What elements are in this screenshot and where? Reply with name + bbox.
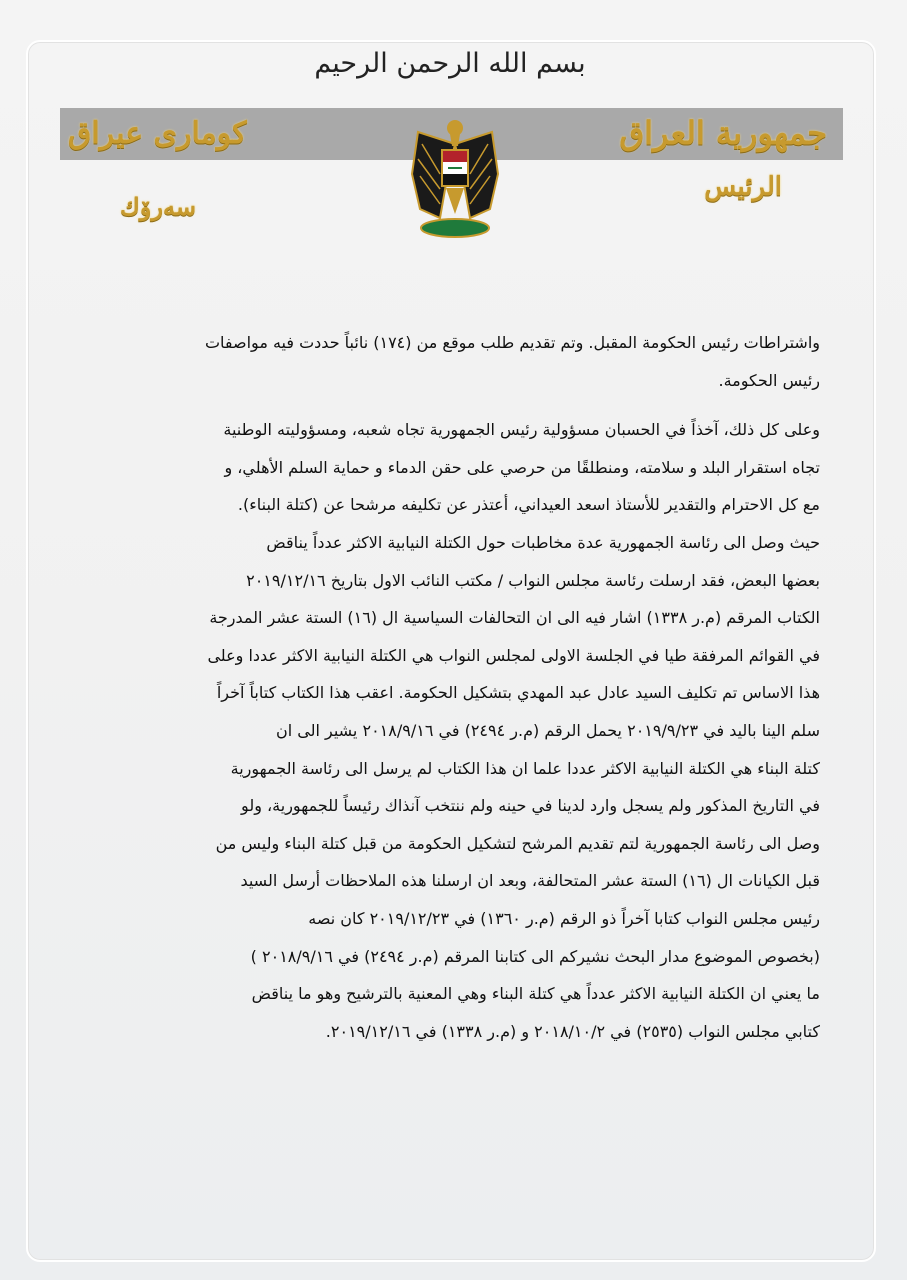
text-line: الكتاب المرقم (م.ر ١٣٣٨) اشار فيه الى ان التحالفات السياسية ال (١٦) الستة عشر المدرجة — [209, 608, 820, 628]
letter-body — [98, 324, 820, 1050]
text-line: واشتراطات رئيس الحكومة المقبل. وتم تقديم طلب موقع من (١٧٤) نائباً حددت فيه مواصفات — [204, 333, 820, 352]
text-line: مع كل الاحترام والتقدير للأستاذ اسعد العيداني، أعتذر عن تكليفه مرشحا عن (كتلة البناء). — [237, 495, 820, 515]
paragraph-1 — [98, 324, 820, 399]
text-line: حيث وصل الى رئاسة الجمهورية عدة مخاطبات حول الكتلة النيابية الاكثر عدداً يناقض — [266, 532, 820, 552]
text-line: بعضها البعض، فقد ارسلت رئاسة مجلس النواب / مكتب النائب الاول بتاريخ ٢٠١٩/١٢/١٦ — [246, 570, 820, 590]
text-line: تجاه استقرار البلد و سلامته، ومنطلقًا من حرصي على حقن الدماء و حماية السلم الأهلي، و — [224, 457, 820, 477]
text-line: سلم الينا باليد في ٢٠١٩/٩/٢٣ يحمل الرقم (م.ر ٢٤٩٤) في ٢٠١٨/٩/١٦ يشير الى ان — [275, 720, 820, 740]
text-line: (بخصوص الموضوع مدار البحث نشيركم الى كتابنا المرقم (م.ر ٢٤٩٤) في ٢٠١٨/٩/١٦ ) — [250, 946, 820, 966]
text-line: هذا الاساس تم تكليف السيد عادل عبد المهدي بتشكيل الحكومة. اعقب هذا الكتاب كتاباً آخراً — [216, 683, 820, 703]
text-line: وصل الى رئاسة الجمهورية لتم تقديم المرشح لتشكيل الحكومة من قبل كتلة البناء وليس من — [215, 833, 820, 853]
text-line: قبل الكيانات ال (١٦) الستة عشر المتحالفة، وبعد ان ارسلنا هذه الملاحظات أرسل السيد — [240, 871, 820, 891]
text-line: في التاريخ المذكور ولم يسجل وارد لدينا في حينه ولم ننتخب آنذاك رئيساً للجمهورية، ولو — [241, 796, 820, 816]
letterhead-office-arabic: الرئيس — [704, 172, 782, 202]
letterhead-title-kurdish: كوماری عیراق — [68, 116, 247, 151]
text-line: وعلى كل ذلك، آخذاً في الحسبان مسؤولية رئيس الجمهورية تجاه شعبه، ومسؤوليته الوطنية — [223, 420, 820, 440]
letterhead-office-kurdish: سەرۆك — [120, 192, 196, 221]
text-line: كتابي مجلس النواب (٢٥٣٥) في ٢٠١٨/١٠/٢ و (م.ر ١٣٣٨) في ٢٠١٩/١٢/١٦. — [325, 1021, 820, 1041]
letterhead-title-arabic: جمهورية العراق — [619, 114, 827, 152]
paragraph-2 — [98, 411, 820, 1050]
text-line: كتلة البناء هي الكتلة النيابية الاكثر عددا علما ان هذا الكتاب لم يرسل الى رئاسة الجمهورية — [230, 758, 820, 778]
text-line: في القوائم المرفقة طيا في الجلسة الاولى لمجلس النواب هي الكتلة النيابية الاكثر عددا وعلى — [207, 645, 820, 665]
bismillah-calligraphy: بسم الله الرحمن الرحيم — [314, 48, 586, 79]
iraq-eagle-emblem-icon — [410, 114, 500, 240]
text-line: رئيس مجلس النواب كتابا آخراً ذو الرقم (م.ر ١٣٦٠) في ٢٠١٩/١٢/٢٣ كان نصه — [308, 908, 820, 928]
text-line: رئيس الحكومة. — [718, 370, 820, 390]
text-line: ما يعني ان الكتلة النيابية الاكثر عدداً هي كتلة البناء وهي المعنية بالترشيح وهو ما يناقض — [251, 984, 820, 1004]
